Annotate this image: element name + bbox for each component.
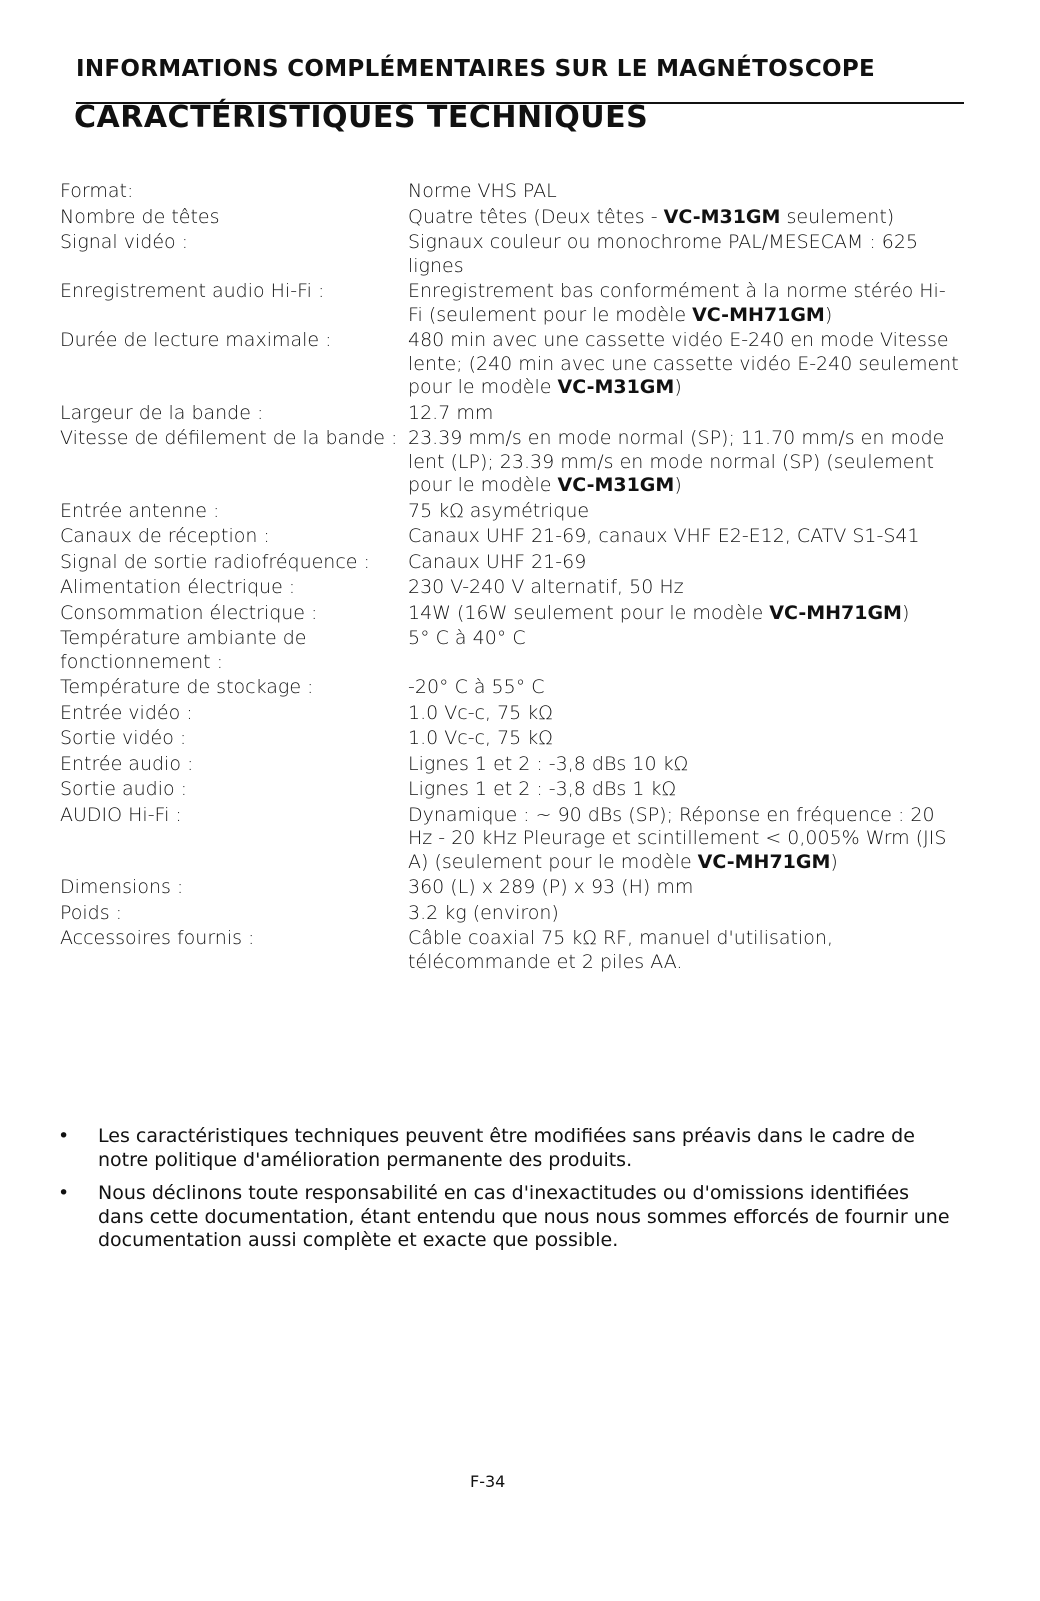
spec-value (408, 778, 960, 802)
spec-row (60, 280, 960, 327)
spec-label: Canaux de réception : (60, 525, 270, 547)
model-name: VC-MH71GM (769, 601, 902, 624)
spec-label: Entrée antenne : (60, 499, 220, 522)
spec-value-text: Enregistrement bas conformément à la norme stéréo Hi-Fi (seulement pour le modèle (408, 280, 946, 326)
spec-value-text: 3.2 kg (environ) (408, 901, 559, 924)
spec-value-text: -20° C à 55° C (408, 676, 545, 698)
bullet-icon: • (58, 1182, 70, 1204)
spec-value (408, 402, 960, 426)
note-text: Les caractéristiques techniques peuvent être modifiées sans préavis dans le cadre de notre politique d'amélioration permanente des produits. (98, 1125, 915, 1171)
spec-value-text: Dynamique : ~ 90 dBs (SP); Réponse en fréquence : 20 Hz - 20 kHz Pleurage et scintillement < 0,005% Wrm (JIS A) (seulement pour le modèle (408, 803, 947, 873)
spec-row (60, 702, 960, 726)
spec-row (60, 676, 960, 700)
spec-row (60, 525, 960, 549)
spec-row (60, 602, 960, 626)
spec-row (60, 206, 960, 230)
spec-row (60, 402, 960, 426)
spec-label: Vitesse de défilement de la bande : (60, 427, 398, 449)
spec-value-text: 1.0 Vc-c, 75 kΩ (408, 727, 553, 749)
spec-label: Enregistrement audio Hi-Fi : (60, 280, 325, 302)
spec-label: Alimentation électrique : (60, 576, 296, 598)
spec-row (60, 753, 960, 777)
spec-value-text: ) (830, 850, 838, 873)
spec-label: Entrée vidéo : (60, 701, 193, 724)
spec-value (408, 500, 960, 524)
spec-value-text: seulement) (780, 205, 895, 228)
page-number: F-34 (470, 1472, 506, 1491)
model-name: VC-M31GM (663, 205, 781, 228)
model-name: VC-MH71GM (697, 850, 831, 873)
spec-label: Accessoires fournis : (60, 927, 255, 949)
spec-value-text: Signaux couleur ou monochrome PAL/MESECAM : 625 lignes (408, 231, 919, 277)
spec-value-text: 360 (L) x 289 (P) x 93 (H) mm (408, 876, 694, 898)
spec-value-text: 75 kΩ asymétrique (408, 499, 590, 522)
spec-row (60, 427, 960, 498)
spec-value-text: Lignes 1 et 2 : -3,8 dBs 10 kΩ (408, 752, 689, 775)
model-name: VC-M31GM (557, 474, 675, 496)
spec-label: Poids : (60, 901, 123, 924)
spec-value-text: 480 min avec une cassette vidéo E-240 en mode Vitesse lente; (240 min avec une cassette vidéo E-240 seulement pour le modèle (408, 329, 959, 398)
spec-value-text: Canaux UHF 21-69, canaux VHF E2-E12, CATV S1-S41 (408, 525, 920, 547)
bullet-icon: • (58, 1125, 70, 1147)
spec-row (60, 927, 960, 974)
spec-value (408, 231, 960, 278)
spec-label: Nombre de têtes (60, 205, 220, 228)
spec-value-text: 14W (16W seulement pour le modèle (408, 601, 770, 624)
spec-value-text: Quatre têtes (Deux têtes - (408, 205, 664, 228)
spec-label: Sortie vidéo : (60, 727, 187, 749)
spec-row (60, 778, 960, 802)
spec-row (60, 180, 960, 204)
spec-row (60, 902, 960, 926)
spec-value (408, 602, 960, 626)
spec-label: Format: (60, 180, 134, 202)
spec-value (408, 727, 960, 751)
spec-value (408, 753, 960, 777)
page-title: CARACTÉRISTIQUES TECHNIQUES (74, 100, 649, 135)
spec-value-text: ) (901, 601, 910, 624)
spec-row (60, 804, 960, 875)
spec-value-text: Norme VHS PAL (408, 180, 557, 202)
spec-value-text: ) (824, 303, 833, 326)
spec-row (60, 576, 960, 600)
spec-value-text: ) (674, 474, 682, 496)
spec-label: Dimensions : (60, 876, 184, 898)
spec-value (408, 427, 960, 498)
spec-value-text: ) (674, 376, 682, 398)
spec-table (60, 180, 960, 976)
spec-value (408, 876, 960, 900)
section-title: INFORMATIONS COMPLÉMENTAIRES SUR LE MAGNÉTOSCOPE (76, 56, 876, 82)
spec-value-text: 12.7 mm (408, 401, 494, 424)
spec-row (60, 727, 960, 751)
spec-value-text: 23.39 mm/s en mode normal (SP); 11.70 mm/s en mode lent (LP); 23.39 mm/s en mode normal (SP) (seulement pour le modèle (408, 427, 945, 496)
spec-value-text: Lignes 1 et 2 : -3,8 dBs 1 kΩ (408, 778, 677, 800)
spec-row (60, 551, 960, 575)
spec-value-text: Câble coaxial 75 kΩ RF, manuel d'utilisation, télécommande et 2 piles AA. (408, 927, 833, 973)
spec-value (408, 927, 960, 974)
spec-value-text: 230 V-240 V alternatif, 50 Hz (408, 576, 684, 598)
spec-value (408, 676, 960, 700)
spec-value (408, 627, 960, 674)
spec-value (408, 180, 960, 204)
spec-value (408, 206, 960, 230)
note-item (52, 1182, 952, 1253)
spec-label: Entrée audio : (60, 752, 194, 775)
spec-label: Signal vidéo : (60, 231, 189, 253)
spec-value-text: Canaux UHF 21-69 (408, 550, 587, 573)
model-name: VC-M31GM (557, 376, 675, 398)
spec-label: Température de stockage : (60, 676, 314, 698)
spec-value (408, 804, 960, 875)
spec-value (408, 329, 960, 400)
spec-row (60, 231, 960, 278)
spec-label: Signal de sortie radiofréquence : (60, 550, 370, 573)
spec-label: Largeur de la bande : (60, 401, 264, 424)
spec-label: AUDIO Hi-Fi : (60, 803, 182, 826)
note-item (52, 1125, 952, 1172)
note-text: Nous déclinons toute responsabilité en cas d'inexactitudes ou d'omissions identifiées dans cette documentation, étant entendu que nous nous sommes efforcés de fournir une documentation aussi complète et exacte que possible. (98, 1182, 950, 1251)
spec-value (408, 551, 960, 575)
spec-value (408, 525, 960, 549)
spec-value-text: 5° C à 40° C (408, 627, 526, 649)
spec-row (60, 500, 960, 524)
spec-value (408, 902, 960, 926)
spec-row (60, 876, 960, 900)
spec-label: Température ambiante de fonctionnement : (60, 627, 307, 673)
spec-value (408, 280, 960, 327)
spec-label: Sortie audio : (60, 778, 188, 800)
spec-label: Durée de lecture maximale : (60, 329, 332, 351)
spec-row (60, 329, 960, 400)
notes-list (52, 1125, 952, 1263)
spec-label: Consommation électrique : (60, 601, 318, 624)
spec-row (60, 627, 960, 674)
spec-value-text: 1.0 Vc-c, 75 kΩ (408, 701, 553, 724)
spec-value (408, 702, 960, 726)
model-name: VC-MH71GM (692, 303, 825, 326)
spec-value (408, 576, 960, 600)
